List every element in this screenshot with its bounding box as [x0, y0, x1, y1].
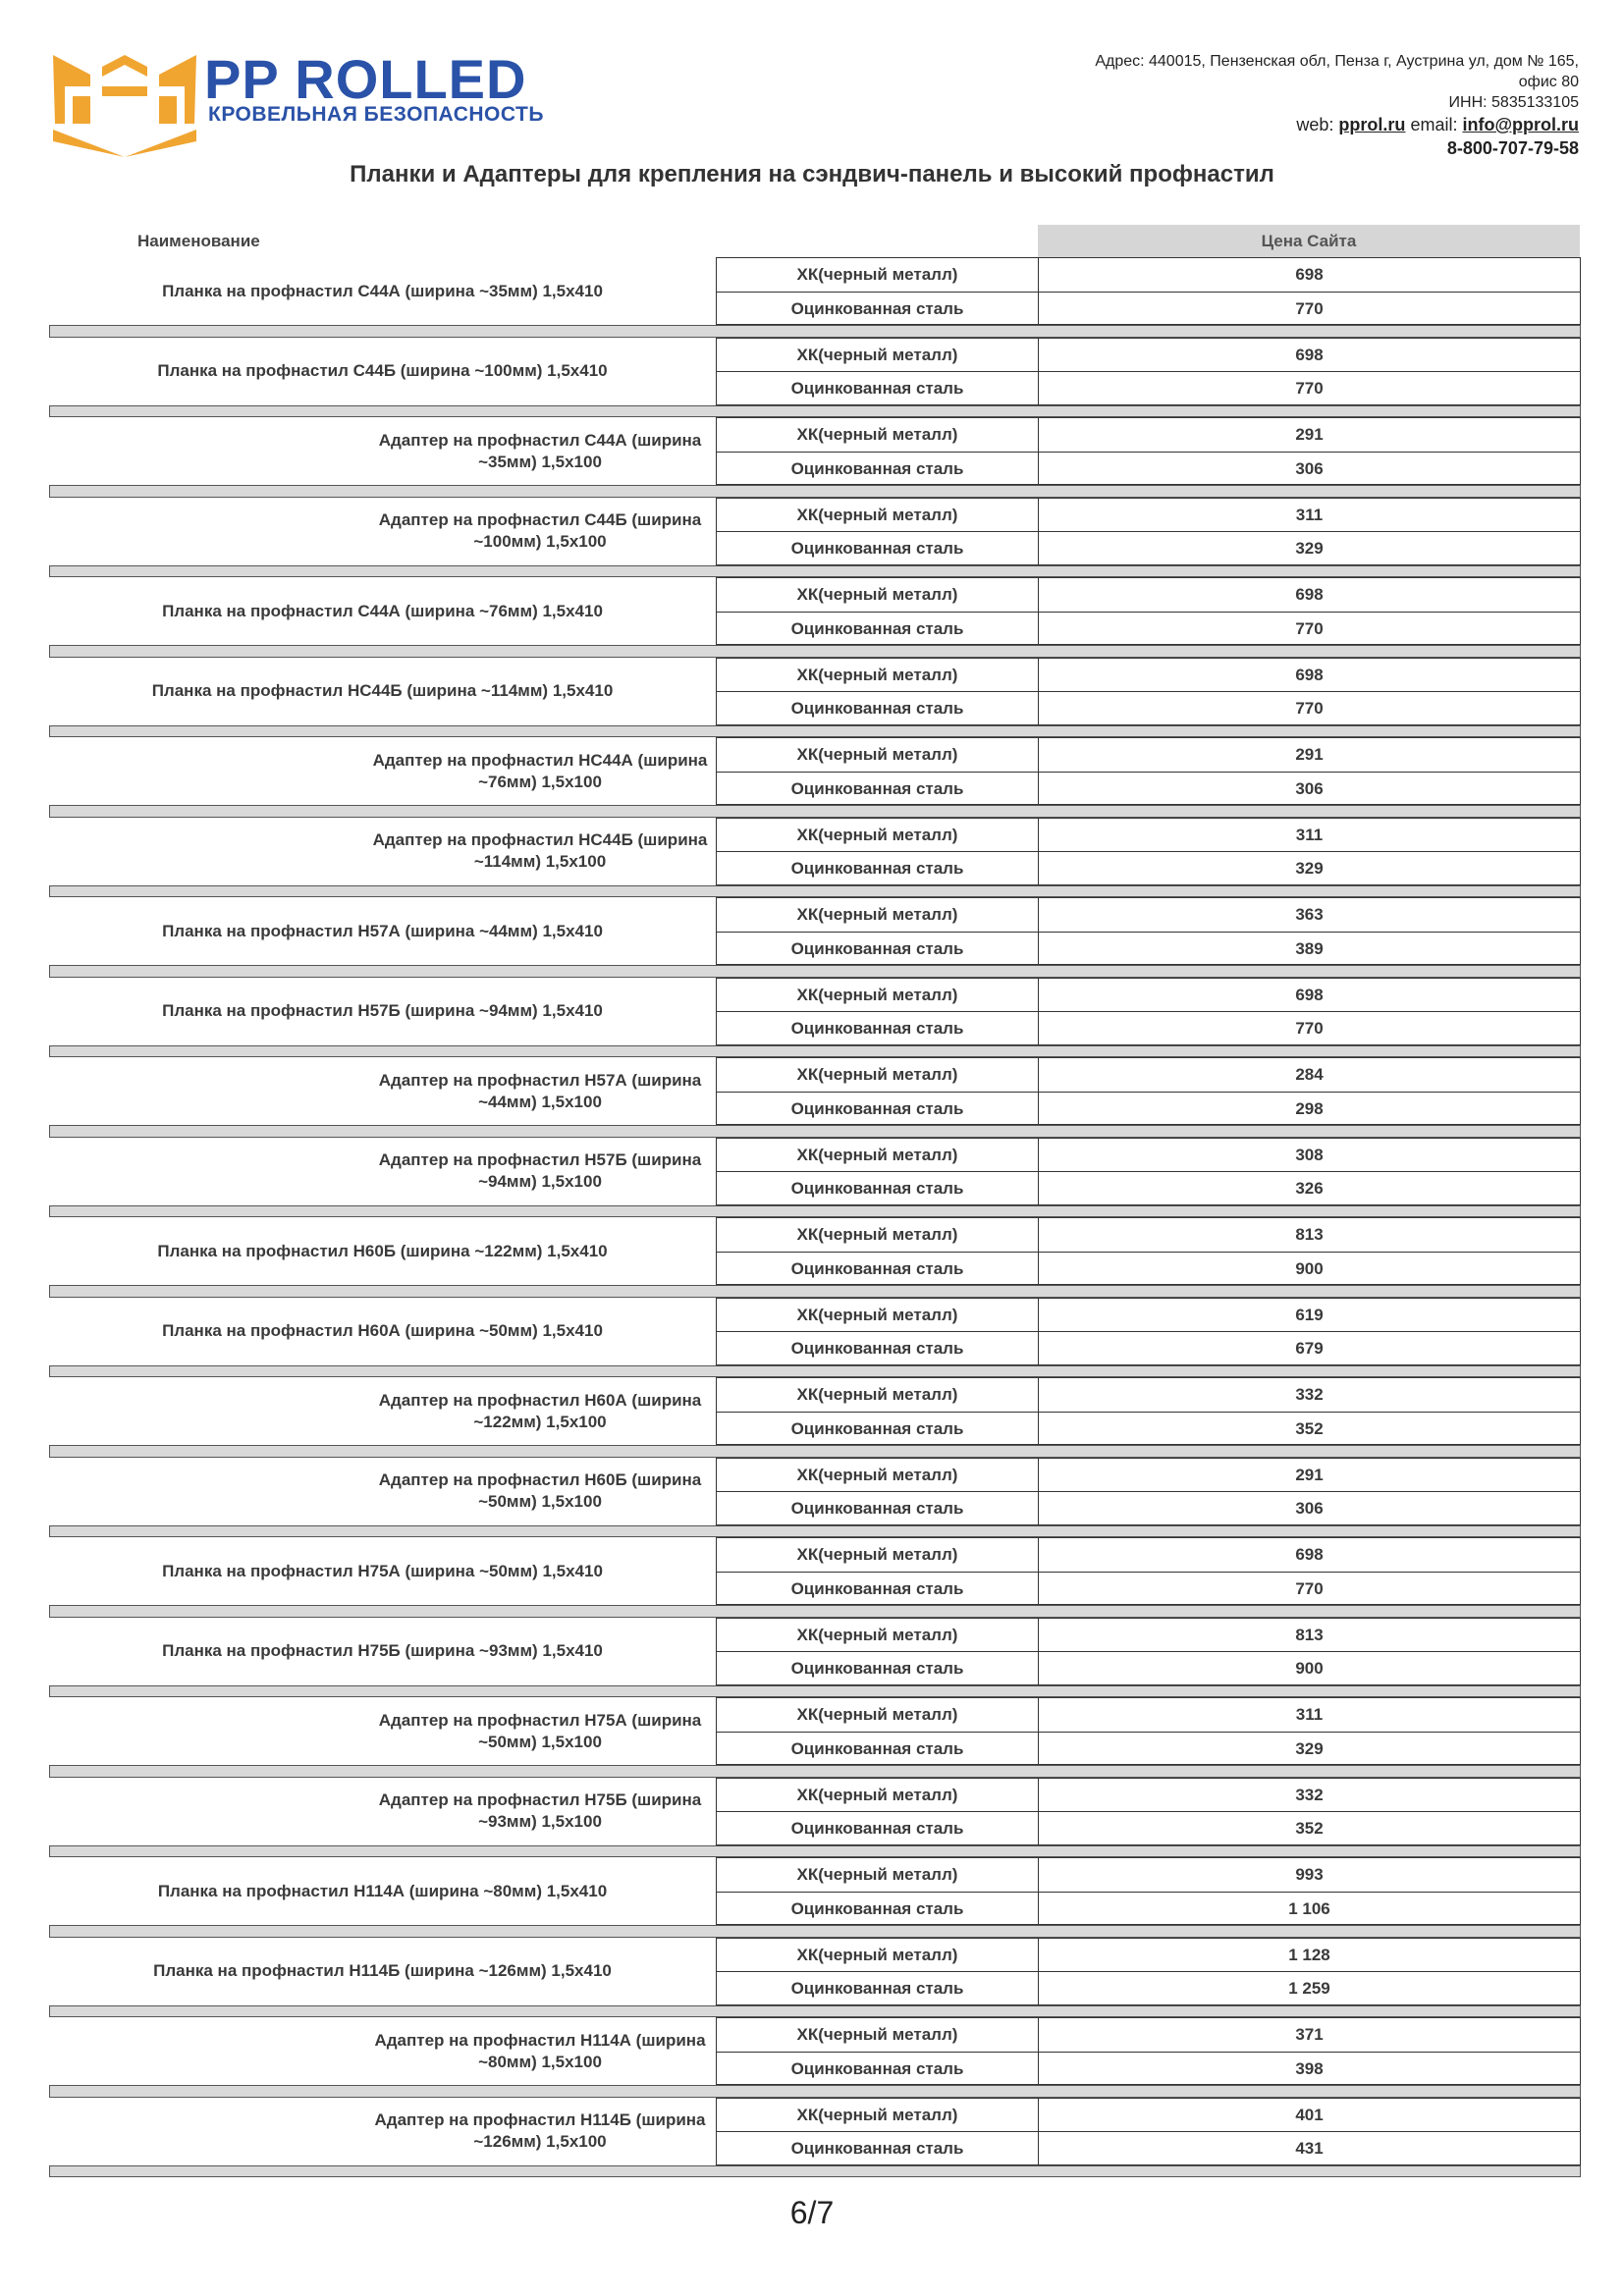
product-group — [49, 658, 1581, 738]
material-label: ХК(черный металл) — [717, 1139, 1039, 1172]
product-group — [49, 498, 1581, 578]
product-name-cell — [49, 1618, 716, 1685]
table-row — [716, 1971, 1581, 2005]
product-name-cell — [49, 2017, 716, 2085]
product-name-cell — [49, 978, 716, 1045]
table-row — [716, 1892, 1581, 1926]
material-label: ХК(черный металл) — [717, 1299, 1039, 1332]
product-name: Планка на профнастил С44А (ширина ~35мм) 1,5х410 — [162, 281, 603, 300]
product-group — [49, 1138, 1581, 1218]
product-group — [49, 338, 1581, 418]
table-row — [716, 452, 1581, 486]
product-name-cell — [49, 498, 716, 565]
product-name-cell — [49, 1377, 716, 1445]
email-link[interactable]: info@pprol.ru — [1462, 115, 1579, 134]
product-name: Адаптер на профнастил Н75А (ширина ~50мм) 1,5х100 — [378, 1710, 702, 1751]
product-group — [49, 417, 1581, 498]
brand-tagline: КРОВЕЛЬНАЯ БЕЗОПАСНОСТЬ — [208, 103, 544, 126]
row-separator — [49, 1685, 1581, 1698]
table-row — [716, 818, 1581, 852]
address-line: Адрес: 440015, Пензенская обл, Пенза г, Аустрина ул, дом № 165, — [1095, 53, 1579, 70]
product-name-cell — [49, 1857, 716, 1925]
table-row — [716, 1057, 1581, 1092]
web-label: web: — [1296, 115, 1334, 134]
product-group — [49, 1298, 1581, 1378]
price-value: 900 — [1295, 1659, 1324, 1678]
product-group — [49, 1697, 1581, 1778]
product-group — [49, 897, 1581, 978]
table-row — [716, 1778, 1581, 1812]
document-title: Планки и Адаптеры для крепления на сэндвич-панель и высокий профнастил — [350, 161, 1274, 187]
contacts-block — [970, 51, 1579, 160]
product-name: Адаптер на профнастил С44А (ширина ~35мм) 1,5х100 — [378, 430, 702, 471]
material-label: Оцинкованная сталь — [717, 2053, 1039, 2085]
table-row — [716, 1252, 1581, 1286]
table-row — [716, 658, 1581, 692]
table-row — [716, 737, 1581, 772]
price-value: 291 — [1295, 1465, 1324, 1484]
product-name: Планка на профнастил С44А (ширина ~76мм) 1,5х410 — [162, 601, 603, 620]
column-header-name: Наименование — [137, 232, 260, 250]
product-group — [49, 1217, 1581, 1298]
price-value: 698 — [1295, 665, 1324, 684]
price-value: 698 — [1295, 265, 1324, 284]
material-label: ХК(черный металл) — [717, 258, 1039, 292]
material-label: Оцинкованная сталь — [717, 933, 1039, 965]
table-row — [716, 772, 1581, 806]
row-separator — [49, 1125, 1581, 1138]
row-separator — [49, 565, 1581, 578]
product-group — [49, 1857, 1581, 1938]
material-label: Оцинкованная сталь — [717, 453, 1039, 485]
price-value: 679 — [1295, 1339, 1324, 1358]
price-value: 291 — [1295, 745, 1324, 764]
price-value: 770 — [1295, 298, 1324, 318]
product-name-cell — [49, 338, 716, 405]
product-name-cell — [49, 577, 716, 645]
row-separator — [49, 325, 1581, 338]
price-value: 698 — [1295, 985, 1324, 1004]
price-value: 308 — [1295, 1145, 1324, 1164]
product-name-cell — [49, 737, 716, 805]
material-label: Оцинкованная сталь — [717, 532, 1039, 564]
price-value: 389 — [1295, 938, 1324, 958]
product-name: Планка на профнастил Н75Б (ширина ~93мм) 1,5х410 — [162, 1641, 603, 1660]
product-name: Адаптер на профнастил Н75Б (ширина ~93мм) 1,5х100 — [378, 1790, 702, 1831]
row-separator — [49, 1445, 1581, 1458]
product-name-cell — [49, 257, 716, 325]
product-name-cell — [49, 1697, 716, 1765]
table-row — [716, 1331, 1581, 1365]
material-label: ХК(черный металл) — [717, 1538, 1039, 1572]
product-group — [49, 2017, 1581, 2098]
table-row — [716, 1377, 1581, 1412]
table-row — [716, 531, 1581, 565]
price-value: 329 — [1295, 539, 1324, 558]
price-value: 1 128 — [1288, 1945, 1330, 1964]
table-row — [716, 2052, 1581, 2086]
table-row — [716, 897, 1581, 932]
logo-mark-icon — [51, 47, 198, 157]
table-row — [716, 1011, 1581, 1045]
product-name: Адаптер на профнастил НС44Б (ширина ~114мм) 1,5х100 — [372, 830, 708, 871]
material-label: Оцинкованная сталь — [717, 1812, 1039, 1844]
row-separator — [49, 2085, 1581, 2098]
material-label: Оцинкованная сталь — [717, 1893, 1039, 1925]
product-group — [49, 1537, 1581, 1618]
price-table — [49, 257, 1581, 2177]
price-value: 698 — [1295, 345, 1324, 364]
price-value: 352 — [1295, 1418, 1324, 1438]
row-separator — [49, 1205, 1581, 1218]
product-name: Планка на профнастил Н57А (ширина ~44мм) 1,5х410 — [162, 921, 603, 940]
product-group — [49, 1458, 1581, 1538]
price-value: 306 — [1295, 458, 1324, 478]
price-value: 284 — [1295, 1065, 1324, 1084]
row-separator — [49, 1525, 1581, 1538]
material-label: ХК(черный металл) — [717, 1218, 1039, 1252]
material-label: ХК(черный металл) — [717, 418, 1039, 452]
inn-text: ИНН: 5835133105 — [1448, 94, 1579, 111]
price-value: 311 — [1295, 825, 1324, 844]
material-label: Оцинкованная сталь — [717, 1413, 1039, 1445]
material-label: Оцинкованная сталь — [717, 1253, 1039, 1285]
product-name: Планка на профнастил Н57Б (ширина ~94мм) 1,5х410 — [162, 1001, 603, 1020]
material-label: Оцинкованная сталь — [717, 1012, 1039, 1044]
price-value: 813 — [1295, 1225, 1324, 1244]
material-label: ХК(черный металл) — [717, 1779, 1039, 1812]
table-row — [716, 1697, 1581, 1732]
table-row — [716, 1938, 1581, 1972]
row-separator — [49, 1925, 1581, 1938]
row-separator — [49, 485, 1581, 498]
price-value: 332 — [1295, 1785, 1324, 1804]
material-label: Оцинкованная сталь — [717, 372, 1039, 404]
price-value: 311 — [1295, 1705, 1324, 1724]
page-number: 6/7 — [789, 2195, 835, 2230]
product-name-cell — [49, 1938, 716, 2005]
product-group — [49, 257, 1581, 338]
product-name: Адаптер на профнастил Н114А (ширина ~80мм) 1,5х100 — [374, 2030, 706, 2071]
material-label: ХК(черный металл) — [717, 1378, 1039, 1412]
table-row — [716, 1572, 1581, 1606]
product-name-cell — [49, 1138, 716, 1205]
table-row — [716, 257, 1581, 292]
material-label: ХК(черный металл) — [717, 499, 1039, 532]
material-label: ХК(черный металл) — [717, 578, 1039, 612]
phone-number: 8-800-707-79-58 — [1446, 138, 1579, 158]
product-name: Планка на профнастил Н60А (ширина ~50мм) 1,5х410 — [162, 1321, 603, 1340]
price-value: 363 — [1295, 905, 1324, 924]
price-value: 291 — [1295, 425, 1324, 444]
product-name: Адаптер на профнастил С44Б (ширина ~100мм) 1,5х100 — [378, 510, 702, 551]
product-name-cell — [49, 1057, 716, 1125]
table-row — [716, 1298, 1581, 1332]
material-label: Оцинкованная сталь — [717, 1733, 1039, 1765]
product-name: Планка на профнастил НС44Б (ширина ~114мм) 1,5х410 — [151, 681, 614, 700]
row-separator — [49, 1765, 1581, 1778]
price-value: 770 — [1295, 379, 1324, 398]
table-row — [716, 371, 1581, 405]
company-logo — [51, 47, 601, 165]
product-group — [49, 2098, 1581, 2178]
price-value: 900 — [1295, 1258, 1324, 1278]
price-value: 993 — [1295, 1865, 1324, 1884]
price-value: 1 106 — [1288, 1898, 1330, 1918]
material-label: ХК(черный металл) — [717, 659, 1039, 692]
table-row — [716, 1537, 1581, 1572]
row-separator — [49, 725, 1581, 738]
product-name: Планка на профнастил Н114Б (ширина ~126мм) 1,5х410 — [153, 1961, 612, 1980]
product-name-cell — [49, 658, 716, 725]
row-separator — [49, 1365, 1581, 1378]
price-value: 329 — [1295, 1738, 1324, 1758]
material-label: ХК(черный металл) — [717, 738, 1039, 772]
email-label: email: — [1410, 115, 1458, 134]
price-value: 1 259 — [1288, 1979, 1330, 1998]
price-value: 770 — [1295, 1578, 1324, 1598]
price-value: 326 — [1295, 1179, 1324, 1198]
product-name-cell — [49, 1217, 716, 1285]
price-value: 311 — [1295, 505, 1324, 524]
material-label: Оцинкованная сталь — [717, 1093, 1039, 1125]
product-name: Адаптер на профнастил Н57Б (ширина ~94мм) 1,5х100 — [378, 1150, 702, 1191]
column-header-price: Цена Сайта — [1038, 225, 1580, 257]
product-name-cell — [49, 1537, 716, 1605]
material-label: Оцинкованная сталь — [717, 1573, 1039, 1605]
row-separator — [49, 2005, 1581, 2018]
material-label: Оцинкованная сталь — [717, 1652, 1039, 1684]
material-label: Оцинкованная сталь — [717, 1172, 1039, 1204]
material-label: Оцинкованная сталь — [717, 293, 1039, 325]
price-value: 306 — [1295, 778, 1324, 798]
price-value: 431 — [1295, 2139, 1324, 2158]
product-name: Адаптер на профнастил Н57А (ширина ~44мм) 1,5х100 — [378, 1070, 702, 1111]
price-value: 401 — [1295, 2105, 1324, 2124]
table-row — [716, 2131, 1581, 2165]
material-label: ХК(черный металл) — [717, 1619, 1039, 1652]
price-value: 332 — [1295, 1385, 1324, 1404]
row-separator — [49, 965, 1581, 978]
product-name: Адаптер на профнастил Н60Б (ширина ~50мм) 1,5х100 — [378, 1470, 702, 1511]
product-group — [49, 978, 1581, 1058]
website-link[interactable]: pprol.ru — [1338, 115, 1406, 134]
table-row — [716, 1092, 1581, 1126]
table-row — [716, 292, 1581, 326]
table-row — [716, 498, 1581, 532]
table-row — [716, 417, 1581, 452]
web-email-line — [970, 113, 1579, 136]
product-group — [49, 1057, 1581, 1138]
product-name: Планка на профнастил Н75А (ширина ~50мм) 1,5х410 — [162, 1561, 603, 1580]
product-group — [49, 1938, 1581, 2018]
product-name: Планка на профнастил Н114А (ширина ~80мм) 1,5х410 — [157, 1881, 608, 1900]
material-label: Оцинкованная сталь — [717, 1972, 1039, 2004]
table-row — [716, 1651, 1581, 1685]
price-value: 306 — [1295, 1499, 1324, 1518]
material-label: Оцинкованная сталь — [717, 1332, 1039, 1364]
price-value: 329 — [1295, 859, 1324, 878]
material-label: ХК(черный металл) — [717, 2018, 1039, 2052]
material-label: ХК(черный металл) — [717, 819, 1039, 852]
product-name-cell — [49, 2098, 716, 2165]
price-value: 371 — [1295, 2025, 1324, 2044]
product-name: Планка на профнастил С44Б (ширина ~100мм) 1,5х410 — [157, 361, 608, 380]
table-row — [716, 932, 1581, 966]
table-row — [716, 691, 1581, 725]
product-group — [49, 818, 1581, 898]
price-value: 770 — [1295, 699, 1324, 718]
table-row — [716, 1412, 1581, 1446]
product-name: Планка на профнастил Н60Б (ширина ~122мм) 1,5х410 — [157, 1241, 608, 1260]
price-value: 698 — [1295, 585, 1324, 604]
price-value: 770 — [1295, 1019, 1324, 1038]
address-line-office: офис 80 — [1518, 74, 1579, 90]
product-name: Адаптер на профнастил Н60А (ширина ~122мм) 1,5х100 — [378, 1390, 702, 1431]
product-group — [49, 1778, 1581, 1858]
material-label: Оцинкованная сталь — [717, 2132, 1039, 2164]
material-label: Оцинкованная сталь — [717, 773, 1039, 805]
price-value: 352 — [1295, 1819, 1324, 1838]
material-label: ХК(черный металл) — [717, 1459, 1039, 1492]
price-value: 298 — [1295, 1098, 1324, 1118]
table-row — [716, 2098, 1581, 2132]
product-group — [49, 577, 1581, 658]
material-label: ХК(черный металл) — [717, 1858, 1039, 1892]
material-label: Оцинкованная сталь — [717, 613, 1039, 645]
product-name-cell — [49, 818, 716, 885]
material-label: Оцинкованная сталь — [717, 1492, 1039, 1524]
row-separator — [49, 2165, 1581, 2178]
product-name-cell — [49, 1458, 716, 1525]
material-label: Оцинкованная сталь — [717, 852, 1039, 884]
table-row — [716, 1732, 1581, 1766]
product-group — [49, 1377, 1581, 1458]
row-separator — [49, 885, 1581, 898]
table-row — [716, 978, 1581, 1012]
price-value: 813 — [1295, 1625, 1324, 1644]
table-row — [716, 1811, 1581, 1845]
row-separator — [49, 645, 1581, 658]
row-separator — [49, 1845, 1581, 1858]
table-row — [716, 1171, 1581, 1205]
product-group — [49, 737, 1581, 818]
material-label: ХК(черный металл) — [717, 1058, 1039, 1092]
row-separator — [49, 1045, 1581, 1058]
table-row — [716, 1491, 1581, 1525]
product-name-cell — [49, 1298, 716, 1365]
brand-name: PP ROLLED — [204, 48, 527, 110]
product-name-cell — [49, 897, 716, 965]
row-separator — [49, 1605, 1581, 1618]
material-label: ХК(черный металл) — [717, 979, 1039, 1012]
table-row — [716, 851, 1581, 885]
price-value: 398 — [1295, 2058, 1324, 2078]
product-name-cell — [49, 417, 716, 485]
price-value: 619 — [1295, 1305, 1324, 1324]
material-label: Оцинкованная сталь — [717, 692, 1039, 724]
table-row — [716, 1138, 1581, 1172]
material-label: ХК(черный металл) — [717, 2099, 1039, 2132]
material-label: ХК(черный металл) — [717, 1698, 1039, 1732]
row-separator — [49, 1285, 1581, 1298]
table-row — [716, 612, 1581, 646]
table-row — [716, 1618, 1581, 1652]
table-row — [716, 1857, 1581, 1892]
row-separator — [49, 405, 1581, 418]
material-label: ХК(черный металл) — [717, 1939, 1039, 1972]
row-separator — [49, 805, 1581, 818]
material-label: ХК(черный металл) — [717, 339, 1039, 372]
table-row — [716, 2017, 1581, 2052]
table-row — [716, 338, 1581, 372]
product-group — [49, 1618, 1581, 1698]
price-value: 770 — [1295, 618, 1324, 638]
product-name: Адаптер на профнастил НС44А (ширина ~76мм) 1,5х100 — [372, 750, 708, 791]
table-row — [716, 1217, 1581, 1252]
product-name: Адаптер на профнастил Н114Б (ширина ~126мм) 1,5х100 — [374, 2110, 706, 2151]
price-value: 698 — [1295, 1545, 1324, 1564]
table-row — [716, 577, 1581, 612]
material-label: ХК(черный металл) — [717, 898, 1039, 932]
table-row — [716, 1458, 1581, 1492]
product-name-cell — [49, 1778, 716, 1845]
